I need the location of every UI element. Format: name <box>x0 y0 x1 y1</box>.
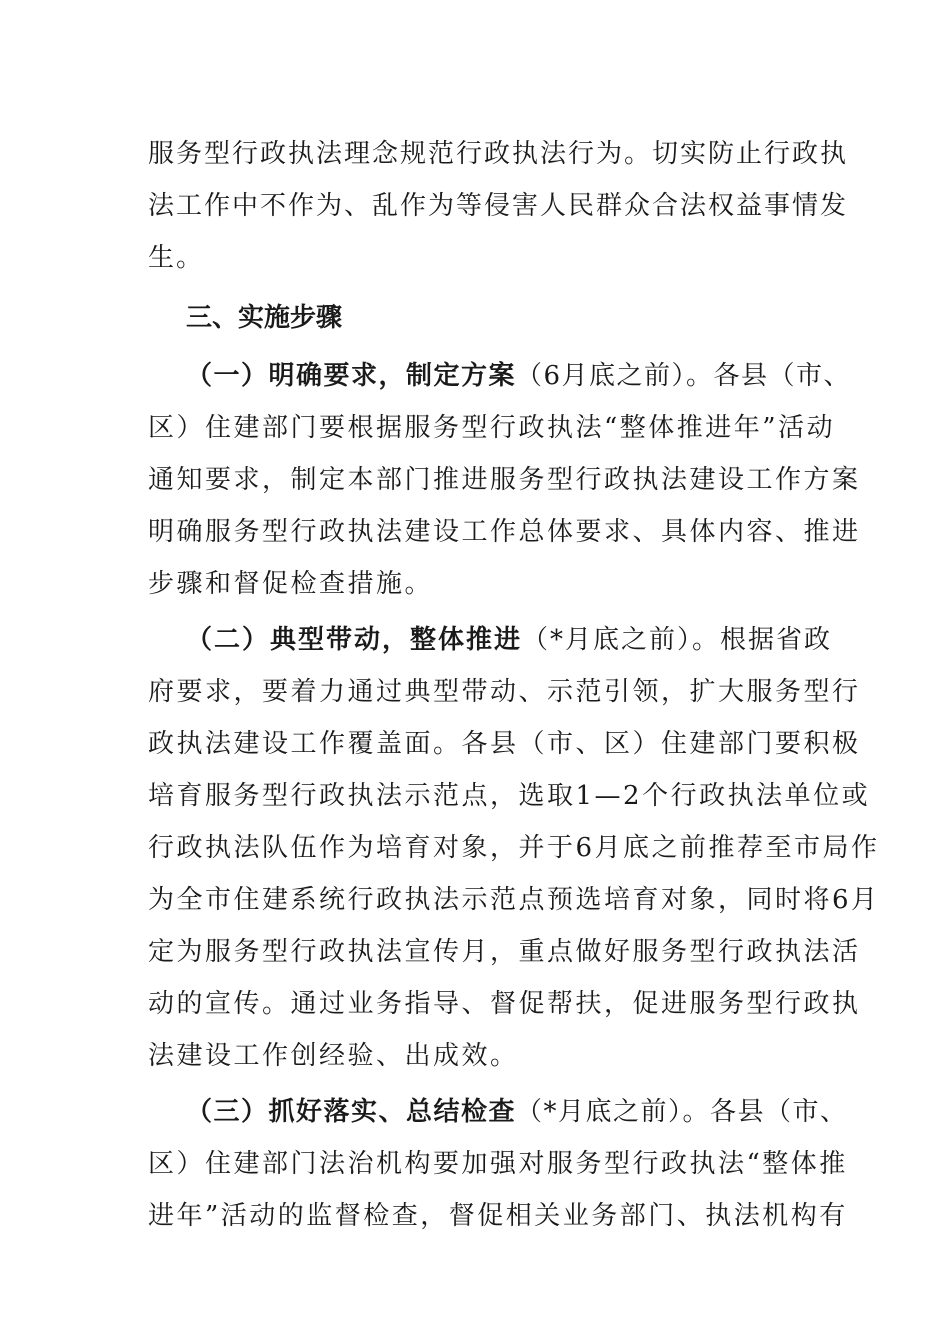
section-heading: 三、实施步骤 <box>186 303 343 333</box>
text-line: 法工作中不作为、乱作为等侵害人民群众合法权益事情发 <box>148 191 849 221</box>
text-line: 区）住建部门法治机构要加强对服务型行政执法“整体推 <box>148 1149 848 1179</box>
text-line: 明确服务型行政执法建设工作总体要求、具体内容、推进 <box>148 517 861 547</box>
text-line: 培育服务型行政执法示范点，选取1—2个行政执法单位或 <box>148 781 871 811</box>
step-deadline-text: （*月底之前）。各县（市、 <box>516 1097 848 1127</box>
step-first-line <box>148 1086 848 1138</box>
text-line: 法建设工作创经验、出成效。 <box>148 1041 519 1071</box>
text-line: 行政执法队伍作为培育对象，并于6月底之前推荐至市局作 <box>148 833 880 863</box>
step-title: （二）典型带动，整体推进 <box>186 625 523 655</box>
step-first-line <box>148 614 833 666</box>
text-line: 服务型行政执法理念规范行政执法行为。切实防止行政执 <box>148 139 849 169</box>
step-first-line <box>148 350 852 402</box>
step-deadline-text: （6月底之前）。各县（市、 <box>516 361 852 391</box>
text-line: 府要求，要着力通过典型带动、示范引领，扩大服务型行 <box>148 677 861 707</box>
step-paragraph-2 <box>148 614 880 1082</box>
text-line: 步骤和督促检查措施。 <box>148 569 434 599</box>
step-title: （一）明确要求，制定方案 <box>186 361 517 391</box>
text-line: 进年”活动的监督检查，督促相关业务部门、执法机构有 <box>148 1201 848 1231</box>
step-deadline-text: （*月底之前）。根据省政 <box>522 625 833 655</box>
step-paragraph-3 <box>148 1086 848 1242</box>
text-line: 区）住建部门要根据服务型行政执法“整体推进年”活动 <box>148 413 836 443</box>
text-line: 生。 <box>148 243 205 273</box>
text-line: 通知要求，制定本部门推进服务型行政执法建设工作方案 <box>148 465 861 495</box>
text-line: 动的宣传。通过业务指导、督促帮扶，促进服务型行政执 <box>148 989 861 1019</box>
document-page <box>148 128 880 1242</box>
text-line: 为全市住建系统行政执法示范点预选培育对象，同时将6月 <box>148 885 880 915</box>
intro-paragraph <box>148 128 849 284</box>
step-paragraph-1 <box>148 350 861 610</box>
text-line: 政执法建设工作覆盖面。各县（市、区）住建部门要积极 <box>148 729 861 759</box>
text-line: 定为服务型行政执法宣传月，重点做好服务型行政执法活 <box>148 937 861 967</box>
step-title: （三）抓好落实、总结检查 <box>186 1097 517 1127</box>
